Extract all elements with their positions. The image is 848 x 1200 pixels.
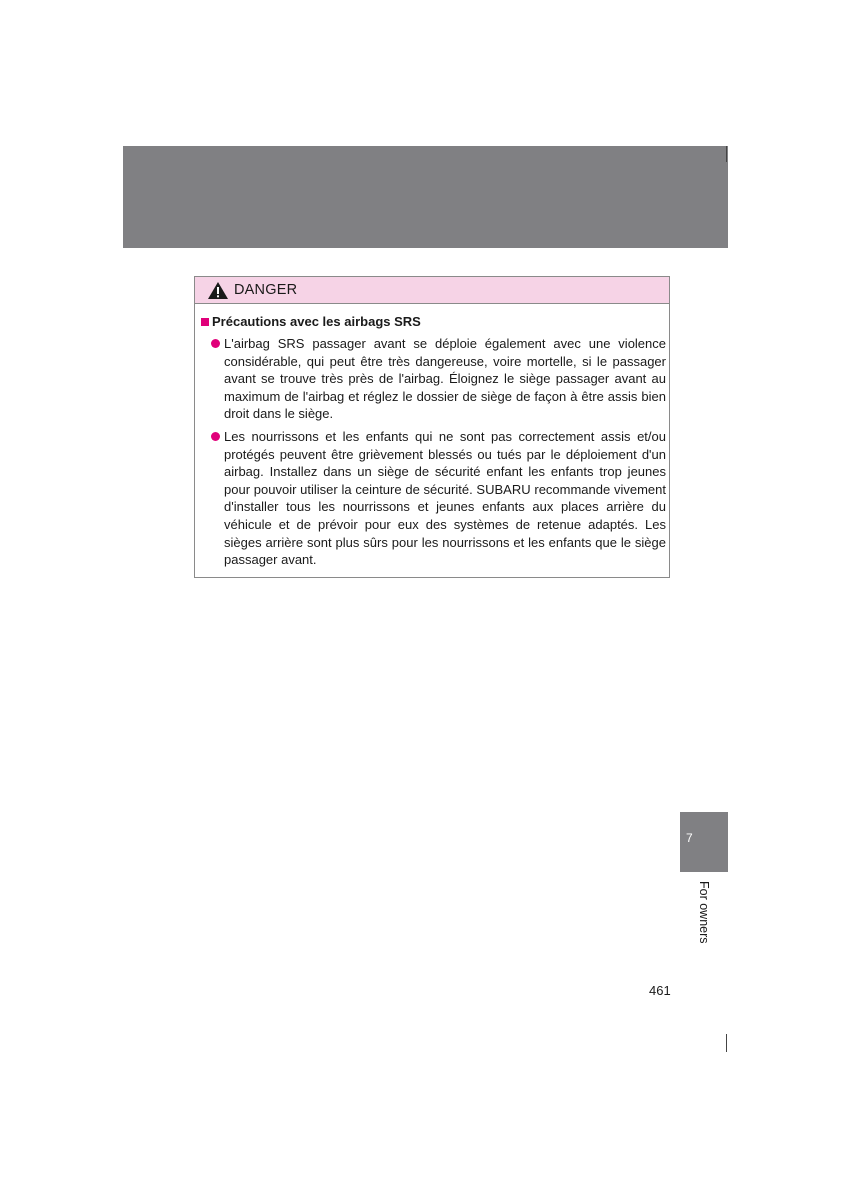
section-title [201,314,421,329]
chapter-label: For owners [697,881,711,944]
chapter-number: 7 [686,831,693,845]
list-item-text: L'airbag SRS passager avant se déploie également avec une violence considérable, qui peut être très dangereuse, voire mortelle, si le passager avant se trouve très près de l'airbag. Éloignez le siège passager avant au maximum de l'airbag et réglez le dossier de siège de façon à être assis bien droit dans le siège. [224,336,666,422]
square-bullet-icon [201,318,209,326]
bullet-dot-icon [211,432,220,441]
bullet-dot-icon [211,339,220,348]
list-item [211,428,666,569]
danger-title: DANGER [234,282,298,298]
danger-box [194,276,670,578]
header-band [123,146,728,248]
danger-header [195,277,669,304]
page-number: 461 [649,983,671,998]
list-item [211,335,666,423]
section-title-text: Précautions avec les airbags SRS [212,314,421,329]
header-crop-mark [726,146,727,162]
warning-triangle-icon [207,281,229,300]
margin-mark [726,1034,727,1052]
list-item-text: Les nourrissons et les enfants qui ne sont pas correctement assis et/ou protégés peuvent être grièvement blessés ou tués par le déploiement d'un airbag. Installez dans un siège de sécurité enfant les enfants trop jeunes pour pouvoir utiliser la ceinture de sécurité. SUBARU recommande vivement d'installer tous les nourrissons et jeunes enfants aux places arrière du véhicule et de prévoir pour eux des systèmes de retenue adaptés. Les sièges arrière sont plus sûrs pour les nourrissons et les enfants que le siège passager avant. [224,429,666,568]
